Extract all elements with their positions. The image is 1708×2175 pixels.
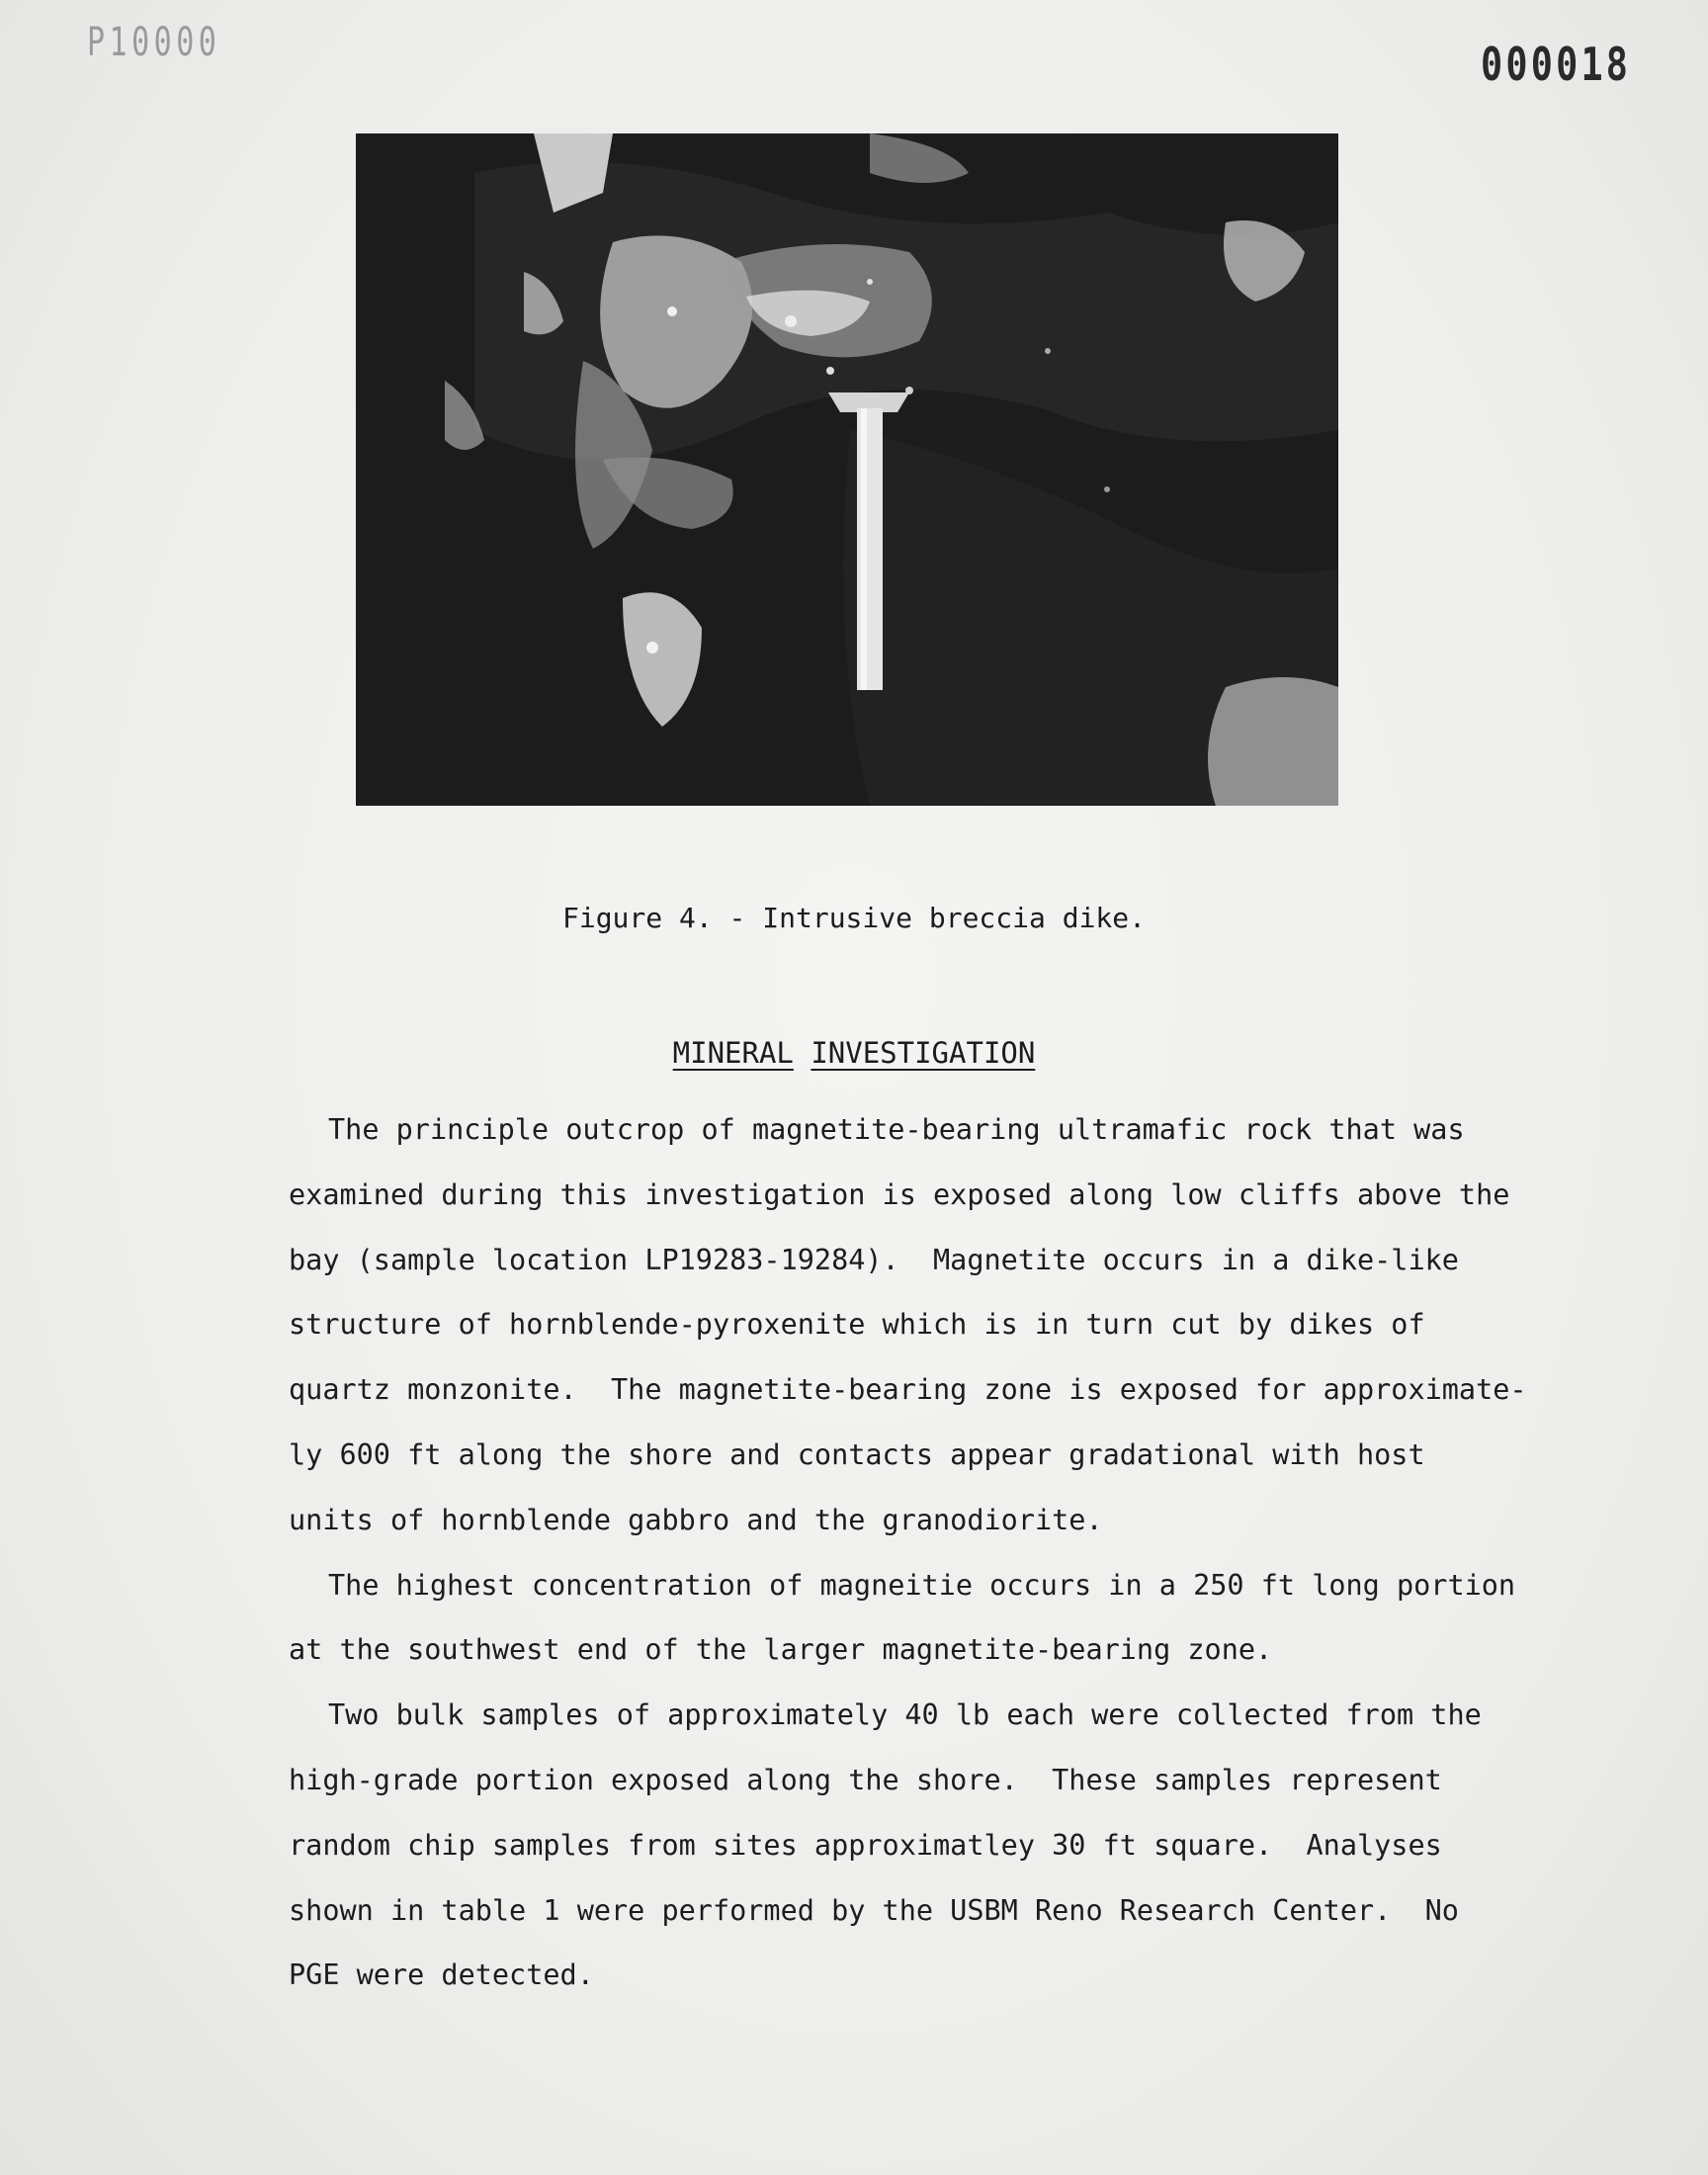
paragraph-line: at the southwest end of the larger magnetite-bearing zone. xyxy=(289,1633,1273,1667)
section-heading xyxy=(0,1036,1708,1070)
page-stamp-left: P10000 xyxy=(87,20,221,65)
paragraph-line: random chip samples from sites approximatley 30 ft square. Analyses xyxy=(289,1828,1442,1862)
page-number-stamp: 000018 xyxy=(1480,38,1631,91)
paragraph-line: shown in table 1 were performed by the USBM Reno Research Center. No xyxy=(289,1893,1459,1927)
figure-photo xyxy=(356,133,1338,806)
section-heading-word1: MINERAL xyxy=(672,1036,794,1070)
paragraph-line: units of hornblende gabbro and the granodiorite. xyxy=(289,1503,1103,1536)
paragraph-line: structure of hornblende-pyroxenite which is in turn cut by dikes of xyxy=(289,1308,1425,1342)
paragraph-line: high-grade portion exposed along the shore. These samples represent xyxy=(289,1763,1442,1796)
figure-caption: Figure 4. - Intrusive breccia dike. xyxy=(561,902,1146,934)
paragraph-line: Two bulk samples of approximately 40 lb each were collected from the xyxy=(328,1698,1482,1732)
paragraph-line: examined during this investigation is exposed along low cliffs above the xyxy=(289,1177,1510,1211)
section-body xyxy=(289,1097,1527,2008)
paragraph-line: bay (sample location LP19283-19284). Magnetite occurs in a dike-like xyxy=(289,1243,1459,1276)
paragraph-line: The principle outcrop of magnetite-bearing ultramafic rock that was xyxy=(328,1113,1465,1146)
paragraph-line: ly 600 ft along the shore and contacts appear gradational with host xyxy=(289,1437,1425,1471)
paragraph-line: quartz monzonite. The magnetite-bearing zone is exposed for approximate- xyxy=(289,1373,1527,1407)
paragraph-line: PGE were detected. xyxy=(289,1958,594,1992)
section-heading-word2: INVESTIGATION xyxy=(811,1036,1036,1070)
paragraph-line: The highest concentration of magneitie occurs in a 250 ft long portion xyxy=(328,1568,1516,1602)
